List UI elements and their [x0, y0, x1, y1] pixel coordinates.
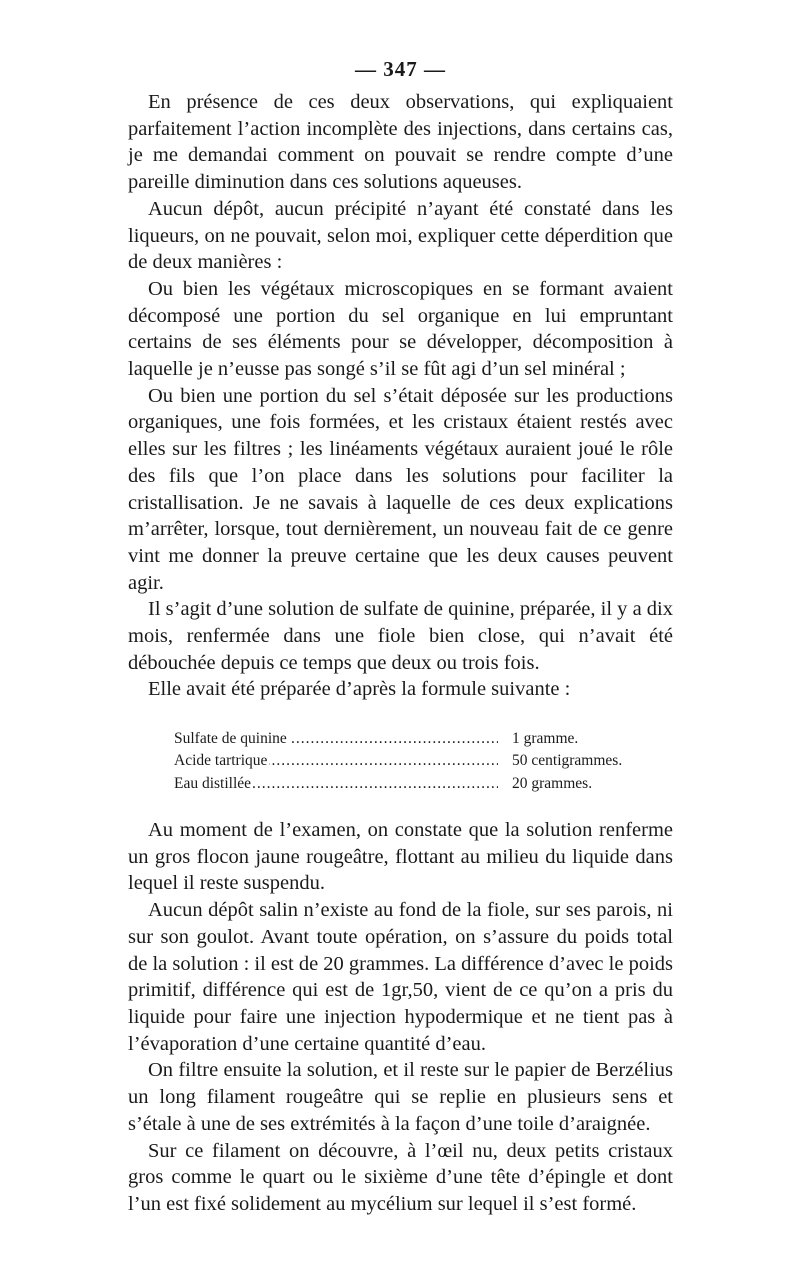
paragraph: Sur ce filament on découvre, à l’œil nu, deux petits cristaux gros comme le quart ou le sixième d’une tête d’épingle et dont l’un est fixé solidement au mycélium sur lequel il s’est formé.: [128, 1139, 673, 1215]
formula-quantity: 1 gramme.: [498, 728, 634, 750]
paragraph: Il s’agit d’une solution de sulfate de quinine, préparée, il y a dix mois, renfermée dans une fiole bien close, qui n’avait été débouchée depuis ce temps que deux ou trois fois.: [128, 598, 673, 674]
paragraph: Ou bien les végétaux microscopiques en se formant avaient décomposé une portion du sel organique en lui empruntant certains de ses éléments pour se développer, décomposition à laquelle je n’eusse pas songé s’il se fût agi d’un sel minéral ;: [128, 277, 673, 381]
formula-ingredient: Sulfate de quinine: [174, 730, 287, 748]
text-after-formula: [128, 817, 673, 1218]
paragraph: Elle avait été préparée d’après la formule suivante :: [148, 678, 571, 701]
formula-row: [174, 728, 634, 750]
paragraph: Aucun dépôt, aucun précipité n’ayant été constaté dans les liqueurs, on ne pouvait, selon moi, expliquer cette déperdition que de deux manières :: [128, 197, 673, 274]
formula-quantity: 50 centigrammes.: [498, 750, 634, 772]
paragraph: Au moment de l’examen, on constate que la solution renferme un gros flocon jaune rougeâtre, flottant au milieu du liquide dans lequel il reste suspendu.: [128, 819, 673, 895]
page-number: — 347 —: [355, 57, 446, 81]
formula-row: [174, 750, 634, 772]
formula-table: [174, 728, 634, 795]
book-page: [128, 55, 673, 1218]
paragraph: En présence de ces deux observations, qui expliquaient parfaitement l’action incomplète des injections, dans certains cas, je me demandai comment on pouvait se rendre compte d’une pareille diminution dans ces solutions aqueuses.: [128, 91, 673, 194]
paragraph: Aucun dépôt salin n’existe au fond de la fiole, sur ses parois, ni sur son goulot. Avant toute opération, on s’assure du poids total de la solution : il est de 20 grammes. La différence d’avec le poids primitif, différence qui est de 1gr,50, vient de ce qu’on a pris du liquide pour faire une injection hypodermique et ne tient pas à l’évaporation d’une certaine quantité d’eau.: [128, 899, 673, 1055]
formula-quantity: 20 grammes.: [498, 773, 634, 795]
formula-ingredient: Eau distillée: [174, 774, 252, 792]
text-before-formula: [128, 89, 673, 703]
paragraph: On filtre ensuite la solution, et il reste sur le papier de Berzélius un long filament rougeâtre qui se replie en plusieurs sens et s’étale à une de ses extrémités à la façon d’une toile d’araignée.: [128, 1059, 673, 1135]
paragraph: Ou bien une portion du sel s’était déposée sur les productions organiques, une fois formées, et les cristaux étaient restés avec elles sur les filtres ; les linéaments végétaux auraient joué le rôle des fils que l’on place dans les solutions pour faciliter la cristallisation. Je ne savais à laquelle de ces deux explications m’arrêter, lorsque, tout dernièrement, un nouveau fait de ce genre vint me donner la preuve certaine que les deux causes peuvent agir.: [128, 384, 673, 594]
formula-row: [174, 773, 634, 795]
formula-ingredient: Acide tartrique: [174, 752, 268, 770]
